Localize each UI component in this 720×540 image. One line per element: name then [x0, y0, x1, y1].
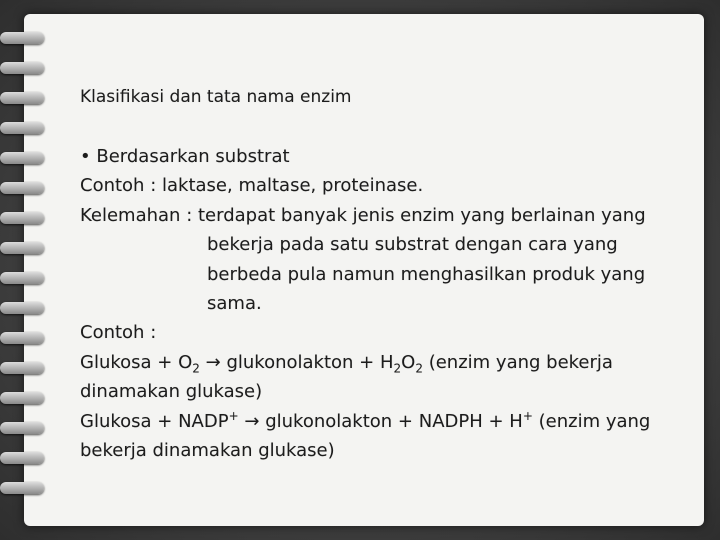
subscript: 2 [393, 361, 402, 376]
contoh-text: laktase, maltase, proteinase. [162, 175, 424, 197]
contoh-label: Contoh : [80, 175, 157, 197]
binding-ring-icon [0, 422, 44, 434]
reaction-2-line-2: bekerja dinamakan glukase) [80, 440, 335, 462]
bullet-dot: • [80, 146, 91, 167]
binding-ring-icon [0, 122, 44, 134]
subscript: 2 [192, 361, 200, 376]
bullet-heading: Berdasarkan substrat [96, 146, 290, 167]
kelemahan-line-1 [80, 201, 690, 230]
binding-ring-icon [0, 152, 44, 164]
subscript: 2 [415, 361, 423, 376]
binding-ring-icon [0, 452, 44, 464]
binding-ring-icon [0, 62, 44, 74]
reaction-2-products: glukonolakton + NADPH + H [265, 410, 523, 432]
reaction-1-line-1 [80, 348, 690, 377]
binding-ring-icon [0, 482, 44, 494]
reaction-2-reactants: Glukosa + NADP [80, 410, 229, 432]
reaction-1-reactants: Glukosa + O [80, 351, 193, 373]
binding-ring-icon [0, 182, 44, 194]
binding-ring-icon [0, 302, 44, 314]
slide-title: Klasifikasi dan tata nama enzim [80, 87, 352, 107]
kelemahan-text: terdapat banyak jenis enzim yang berlainan yang [198, 204, 646, 226]
contoh-reaksi-label: Contoh : [80, 322, 157, 344]
bullet-item [80, 142, 690, 171]
binding-ring-icon [0, 332, 44, 344]
superscript: + [228, 408, 239, 423]
reaction-1-note: (enzim yang bekerja [428, 351, 613, 373]
binding-ring-icon [0, 92, 44, 104]
reaction-1-line-2: dinamakan glukase) [80, 381, 263, 403]
kelemahan-label: Kelemahan : [80, 204, 193, 226]
kelemahan-line-2: bekerja pada satu substrat dengan cara yang [207, 234, 618, 256]
reaction-2-note: (enzim yang [538, 410, 651, 432]
binding-ring-icon [0, 362, 44, 374]
arrow-icon: → [205, 351, 221, 373]
kelemahan-line-4: sama. [207, 293, 262, 315]
binding-ring-icon [0, 212, 44, 224]
binding-ring-icon [0, 32, 44, 44]
reaction-2-line-1 [80, 407, 690, 436]
spacer [80, 112, 690, 142]
slide-content [80, 82, 690, 465]
contoh-substrat [80, 171, 690, 200]
reaction-1-product-a: glukonolakton + H [226, 351, 394, 373]
binding-ring-icon [0, 392, 44, 404]
reaction-1-product-b: O [401, 351, 416, 373]
binding-ring-icon [0, 242, 44, 254]
superscript: + [522, 408, 533, 423]
arrow-icon: → [244, 410, 260, 432]
binding-ring-icon [0, 272, 44, 284]
kelemahan-line-3: berbeda pula namun menghasilkan produk yang [207, 263, 646, 285]
